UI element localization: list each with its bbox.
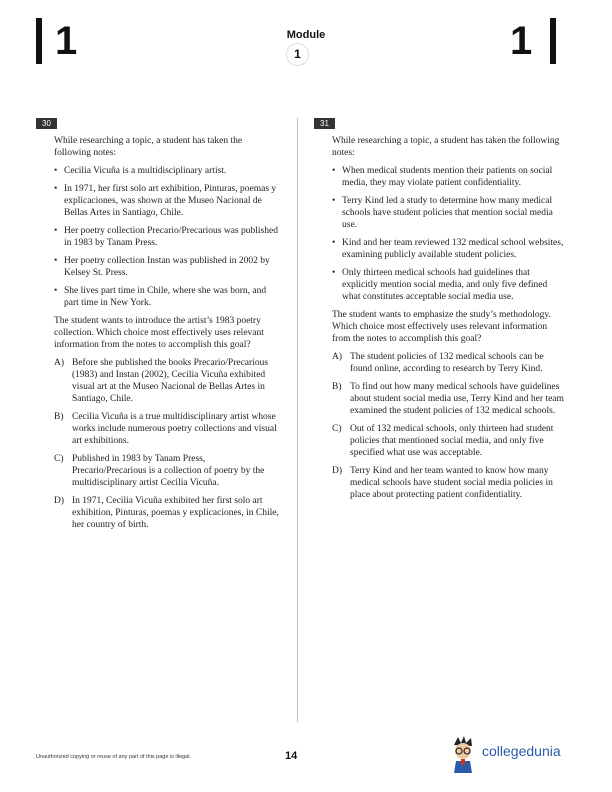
note-item: • When medical students mention their patients on social media, they may violate patient confidentiality. <box>332 165 566 189</box>
answer-option-c[interactable] <box>332 423 566 459</box>
answer-option-a[interactable] <box>332 351 566 375</box>
answer-option-d[interactable] <box>54 495 280 531</box>
copyright-notice: Unauthorized copying or reuse of any part of this page is illegal. <box>36 754 192 760</box>
question-prompt: The student wants to introduce the artist’s 1983 poetry collection. Which choice most effectively uses relevant information from the notes to accomplish this goal? <box>54 316 264 350</box>
question-number: 31 <box>314 118 335 129</box>
option-letter: D) <box>332 466 343 476</box>
option-letter: C) <box>54 454 64 464</box>
section-number-right: 1 <box>510 19 533 63</box>
option-text: Before she published the books Precario/Precarious (1983) and Instan (2002), Cecilia Vicuña exhibited visual art at the Museo Nacional de Bellas Artes in Santiago, Chile. <box>72 358 269 404</box>
note-item: • Kind and her team reviewed 132 medical school websites, examining publicly available student policies. <box>332 237 566 261</box>
note-item: • Only thirteen medical schools had guidelines that explicitly mention social media, and only five defined what constitutes acceptable social media use. <box>332 267 566 303</box>
answer-option-a[interactable] <box>54 357 280 405</box>
option-letter: B) <box>332 382 342 392</box>
page-number: 14 <box>285 750 298 762</box>
question-intro: While researching a topic, a student has taken the following notes: <box>54 136 243 158</box>
note-item: • In 1971, her first solo art exhibition, Pinturas, poemas y explicaciones, was shown at the Museo Nacional de Bellas Artes in Santiago, Chile. <box>54 183 280 219</box>
option-letter: C) <box>332 424 342 434</box>
brand-name: collegedunia <box>482 743 561 759</box>
answer-option-b[interactable] <box>54 411 280 447</box>
brand-logo[interactable] <box>448 735 588 775</box>
option-text: Terry Kind and her team wanted to know how many medical schools have student social media policies in place about protecting patient confidentiality. <box>350 466 553 500</box>
note-item: • She lives part time in Chile, where she was born, and part time in New York. <box>54 285 280 309</box>
option-text: To find out how many medical schools have guidelines about student social media use, Terry Kind and her team examined the student policies of 132 medical schools. <box>350 382 564 416</box>
column-divider <box>297 118 298 722</box>
question-prompt: The student wants to emphasize the study’s methodology. Which choice most effectively uses relevant information from the notes to accomplish this goal? <box>332 310 551 344</box>
module-number: 1 <box>286 43 309 66</box>
student-mascot-icon <box>448 735 478 773</box>
option-text: Cecilia Vicuña is a true multidisciplinary artist whose works include numerous poetry collections and visual art exhibitions. <box>72 412 277 446</box>
option-text: The student policies of 132 medical schools can be found online, according to research by Terry Kind. <box>350 352 544 374</box>
answer-option-c[interactable] <box>54 453 280 489</box>
question-number: 30 <box>36 118 57 129</box>
answer-option-b[interactable] <box>332 381 566 417</box>
section-number-left: 1 <box>55 19 78 63</box>
header-bar-right <box>550 18 556 64</box>
option-text: In 1971, Cecilia Vicuña exhibited her first solo art exhibition, Pinturas, poemas y explicaciones, in Chile, her country of birth. <box>72 496 279 530</box>
note-item: • Her poetry collection Instan was published in 2002 by Kelsey St. Press. <box>54 255 280 279</box>
note-item: • Her poetry collection Precario/Precarious was published in 1983 by Tanam Press. <box>54 225 280 249</box>
module-label: Module <box>286 29 326 41</box>
question-31 <box>314 118 566 507</box>
question-intro: While researching a topic, a student has taken the following notes: <box>332 136 560 158</box>
option-letter: D) <box>54 496 65 506</box>
option-text: Out of 132 medical schools, only thirteen had student policies that mentioned social media, and only five specified what use was acceptable. <box>350 424 554 458</box>
note-item: • Terry Kind led a study to determine how many medical schools have student policies that mention social media use. <box>332 195 566 231</box>
note-item: • Cecilia Vicuña is a multidisciplinary artist. <box>54 165 280 177</box>
option-text: Published in 1983 by Tanam Press, Precario/Precarious is a collection of poetry by the multidisciplinary artist Cecilia Vicuña. <box>72 454 265 488</box>
answer-option-d[interactable] <box>332 465 566 501</box>
notes-list <box>332 165 566 303</box>
notes-list <box>54 165 280 309</box>
question-30 <box>36 118 280 537</box>
option-letter: B) <box>54 412 64 422</box>
header-bar-left <box>36 18 42 64</box>
option-letter: A) <box>54 358 65 368</box>
option-letter: A) <box>332 352 343 362</box>
